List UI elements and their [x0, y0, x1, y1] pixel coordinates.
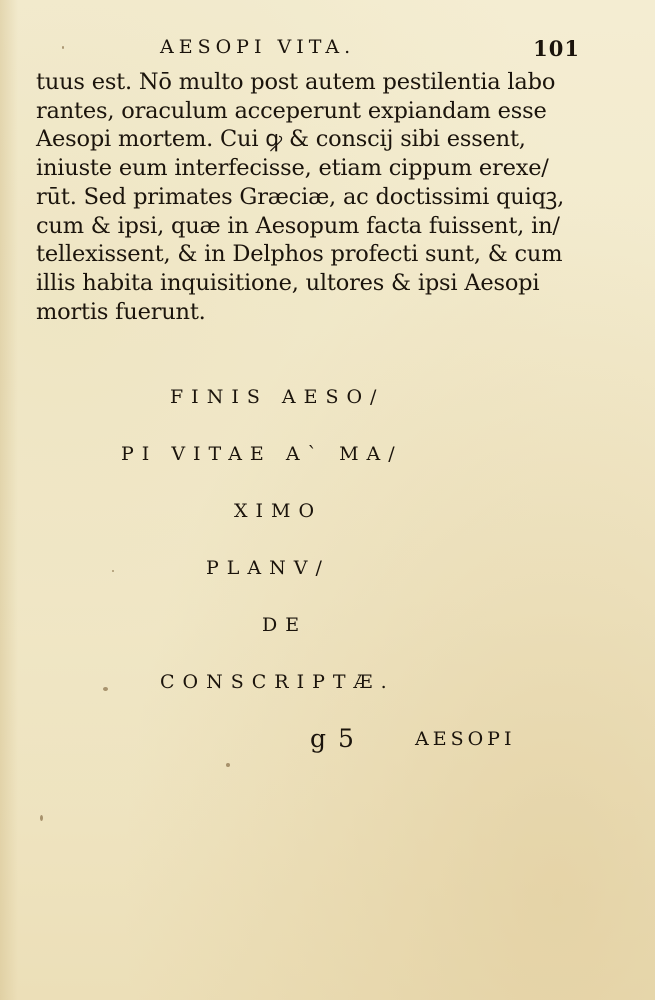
text-line: rantes, oraculum acceperunt expiandam esse [36, 97, 547, 124]
text-line: cum & ipsi, quæ in Aesopum facta fuissent, in/ [36, 212, 560, 239]
page-number: 101 [533, 36, 580, 61]
colophon-line: XIMO [234, 500, 323, 522]
colophon-line: PLANV/ [206, 557, 330, 579]
page-edge-shadow [0, 0, 18, 1000]
running-title: AESOPI VITA. [160, 36, 356, 58]
ink-speck [103, 687, 108, 691]
text-line: tellexissent, & in Delphos profecti sunt, & cum [36, 241, 563, 268]
text-line: illis habita inquisitione, ultores & ipsi Aesopi [36, 269, 540, 296]
colophon-line: PI VITAE A` MA/ [121, 443, 403, 465]
colophon-line: DE [262, 614, 308, 636]
page-header [160, 36, 580, 66]
text-line: Aesopi mortem. Cui ꝙ & conscij sibi essent, [36, 126, 526, 153]
ink-speck [112, 570, 114, 572]
ink-speck [226, 763, 230, 767]
ink-speck [40, 815, 43, 821]
text-line: iniuste eum interfecisse, etiam cippum erexe/ [36, 155, 549, 182]
colophon-line: CONSCRIPTÆ. [160, 671, 395, 693]
body-paragraph [36, 68, 576, 326]
signature-mark: g 5 [310, 724, 356, 753]
colophon-line: FINIS AESO/ [170, 386, 385, 408]
ink-speck [62, 46, 64, 49]
text-line: mortis fuerunt. [36, 298, 206, 325]
signature-row [310, 724, 540, 756]
catchword: AESOPI [415, 728, 516, 750]
text-line: rūt. Sed primates Græciæ, ac doctissimi quiqꝫ, [36, 183, 565, 210]
text-line: tuus est. Nō multo post autem pestilentia labo [36, 69, 556, 95]
